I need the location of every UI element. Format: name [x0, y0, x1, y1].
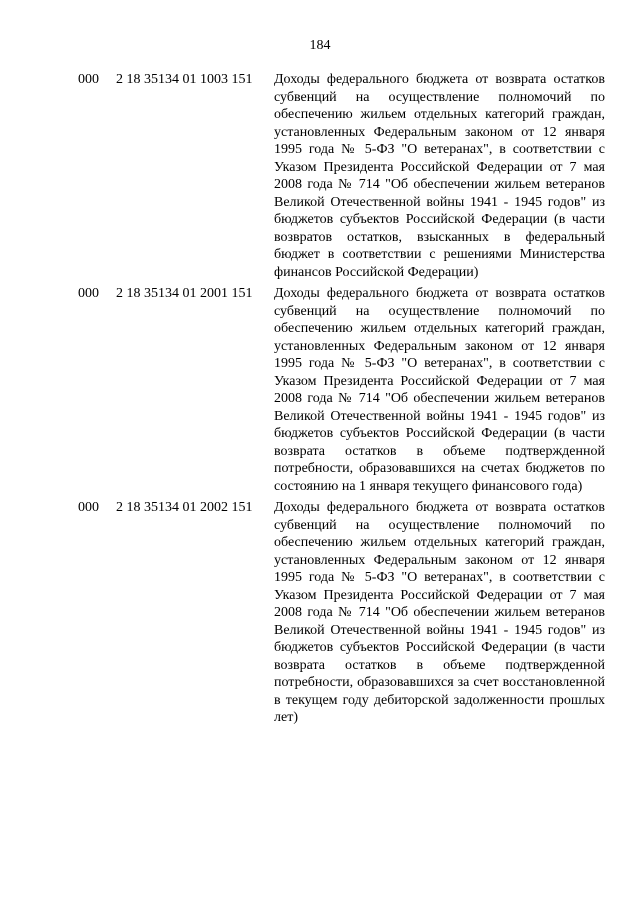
classification-table [0, 71, 640, 731]
table-row [0, 499, 640, 727]
page-number: 184 [309, 38, 331, 53]
admin-code: 000 [78, 286, 99, 301]
classification-code: 2 18 35134 01 2001 151 [116, 286, 253, 301]
admin-code: 000 [78, 500, 99, 515]
income-description: Доходы федерального бюджета от возврата остатков субвенций на осуществление полномочий по обеспечению жильем отдельных категорий граждан, установленных Федеральным законом от 12 января 1995 года № 5-ФЗ "О ветеранах", в соответствии с Указом Президента Российской Федерации от 7 мая 2008 года № 714 "Об обеспечении жильем ветеранов Великой Отечественной войны 1941 - 1945 годов" из бюджетов субъектов Российской Федерации (в части возврата остатков в объеме подтвержденной потребности, образовавшихся на счетах бюджетов по состоянию на 1 января текущего финансового года) [274, 286, 605, 494]
table-row [0, 71, 640, 281]
income-description: Доходы федерального бюджета от возврата остатков субвенций на осуществление полномочий по обеспечению жильем отдельных категорий граждан, установленных Федеральным законом от 12 января 1995 года № 5-ФЗ "О ветеранах", в соответствии с Указом Президента Российской Федерации от 7 мая 2008 года № 714 "Об обеспечении жильем ветеранов Великой Отечественной войны 1941 - 1945 годов" из бюджетов субъектов Российской Федерации (в части возвратов остатков, взысканных в федеральный бюджет в соответствии с решениями Министерства финансов Российской Федерации) [274, 72, 605, 280]
classification-code: 2 18 35134 01 1003 151 [116, 72, 253, 87]
classification-code: 2 18 35134 01 2002 151 [116, 500, 253, 515]
table-row [0, 285, 640, 495]
admin-code: 000 [78, 72, 99, 87]
income-description: Доходы федерального бюджета от возврата остатков субвенций на осуществление полномочий по обеспечению жильем отдельных категорий граждан, установленных Федеральным законом от 12 января 1995 года № 5-ФЗ "О ветеранах", в соответствии с Указом Президента Российской Федерации от 7 мая 2008 года № 714 "Об обеспечении жильем ветеранов Великой Отечественной войны 1941 - 1945 годов" из бюджетов субъектов Российской Федерации (в части возврата остатков в объеме подтвержденной потребности, образовавшихся за счет восстановленной в текущем году дебиторской задолженности прошлых лет) [274, 500, 605, 725]
